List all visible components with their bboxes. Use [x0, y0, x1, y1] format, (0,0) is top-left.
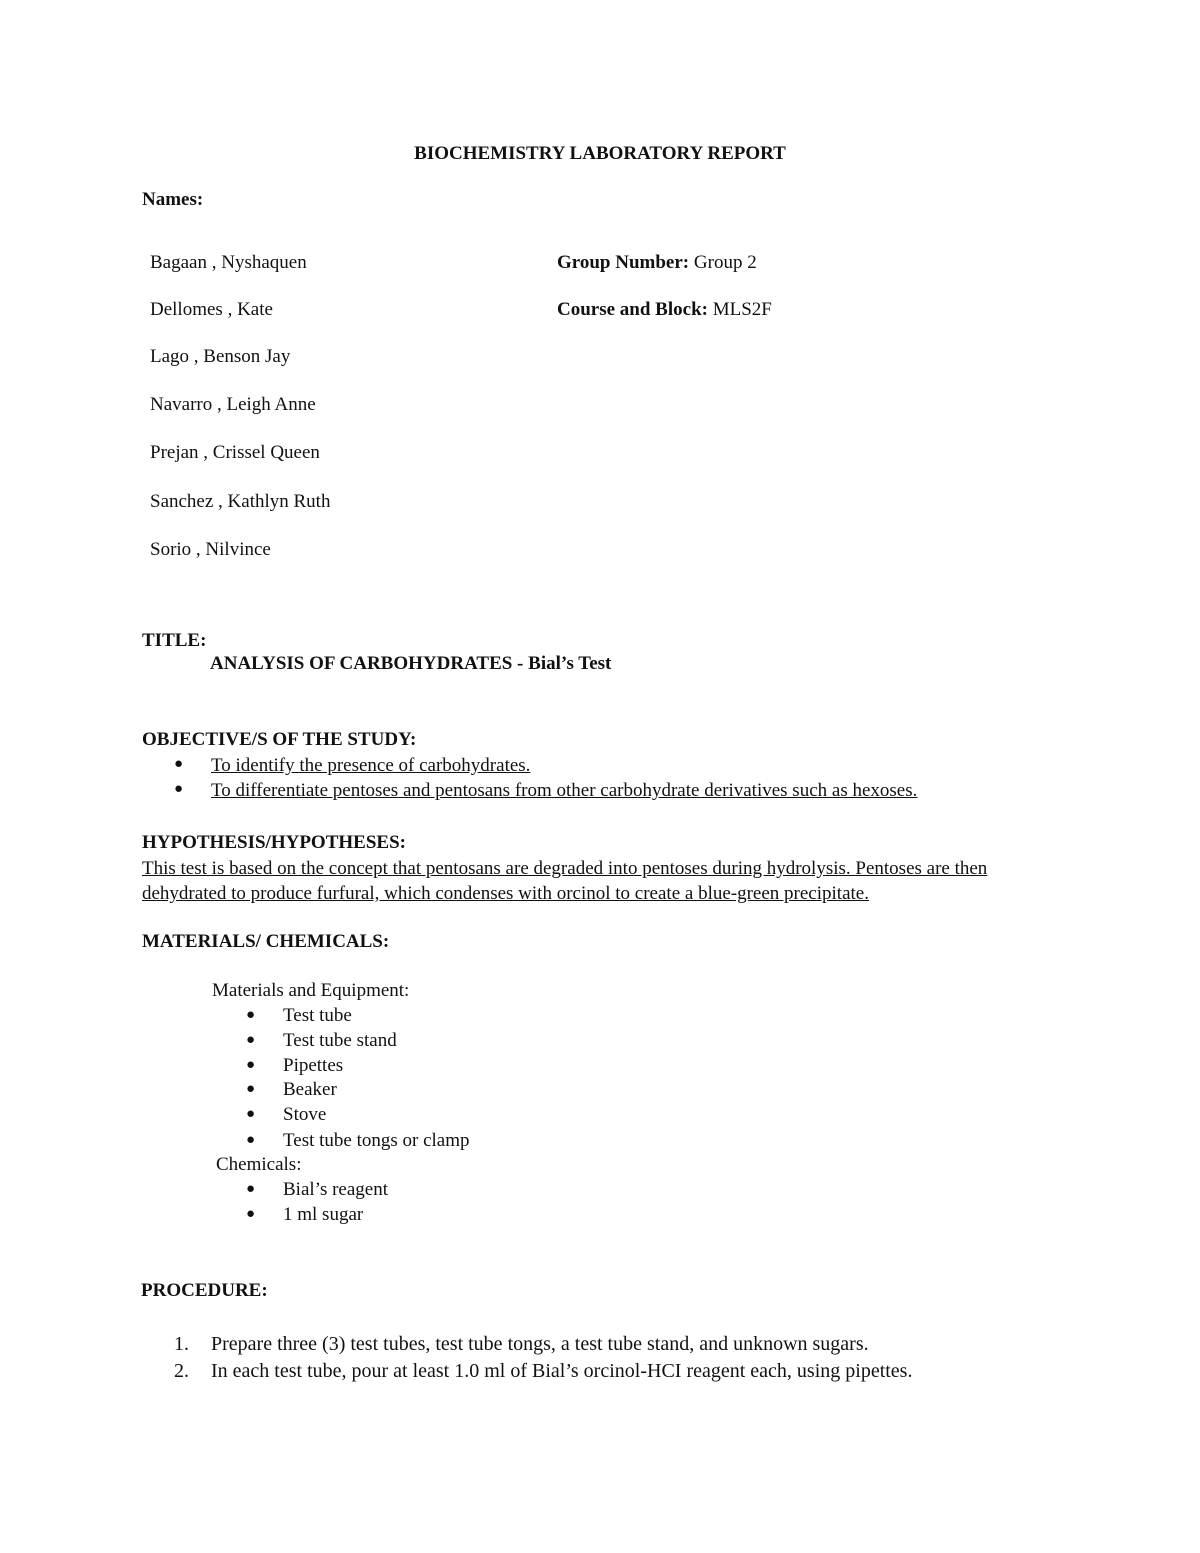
- hypothesis-text: This test is based on the concept that pentosans are degraded into pentoses during hydrolysis. Pentoses are then dehydrated to produce furfural, which condenses with orcinol to create a blue-green precipitate.: [142, 858, 988, 904]
- hypothesis-label: HYPOTHESIS/HYPOTHESES:: [142, 832, 406, 853]
- procedure-label: PROCEDURE:: [141, 1280, 268, 1301]
- name-item: Navarro , Leigh Anne: [150, 394, 316, 415]
- name-item: Prejan , Crissel Queen: [150, 442, 320, 463]
- name-item: Lago , Benson Jay: [150, 346, 291, 367]
- materials-label: MATERIALS/ CHEMICALS:: [142, 931, 390, 952]
- procedure-step: Prepare three (3) test tubes, test tube tongs, a test tube stand, and unknown sugars.: [211, 1333, 869, 1355]
- bullet-icon: ●: [246, 1206, 256, 1222]
- bullet-icon: ●: [246, 1081, 256, 1097]
- equipment-item: Pipettes: [283, 1055, 344, 1076]
- group-number: [557, 252, 757, 274]
- name-item: Bagaan , Nyshaquen: [150, 252, 307, 273]
- title-label: TITLE:: [142, 630, 207, 651]
- name-item: Dellomes , Kate: [150, 299, 273, 320]
- objective-item: To differentiate pentoses and pentosans from other carbohydrate derivatives such as hexoses.: [211, 780, 918, 801]
- equipment-item: Beaker: [283, 1079, 337, 1100]
- bullet-icon: ●: [174, 781, 184, 797]
- equipment-item: Test tube: [283, 1005, 352, 1026]
- chemical-item: Bial’s reagent: [283, 1179, 388, 1200]
- equipment-item: Test tube tongs or clamp: [283, 1130, 470, 1151]
- course-block-value: MLS2F: [712, 299, 772, 320]
- name-item: Sanchez , Kathlyn Ruth: [150, 491, 331, 512]
- study-title: [210, 653, 611, 675]
- bullet-icon: ●: [174, 756, 184, 772]
- objective-item: To identify the presence of carbohydrates.: [211, 755, 531, 776]
- course-block-label: Course and Block:: [557, 299, 708, 320]
- objectives-label: OBJECTIVE/S OF THE STUDY:: [142, 729, 417, 750]
- course-block: [557, 299, 772, 321]
- bullet-icon: ●: [246, 1132, 256, 1148]
- equipment-item: Stove: [283, 1104, 327, 1125]
- procedure-step-number: 2.: [174, 1360, 189, 1382]
- procedure-step-number: 1.: [174, 1333, 189, 1355]
- equipment-item: Test tube stand: [283, 1030, 397, 1051]
- report-title: BIOCHEMISTRY LABORATORY REPORT: [414, 143, 786, 164]
- procedure-step: In each test tube, pour at least 1.0 ml of Bial’s orcinol-HCI reagent each, using pipettes.: [211, 1360, 913, 1382]
- name-item: Sorio , Nilvince: [150, 539, 271, 560]
- bullet-icon: ●: [246, 1057, 256, 1073]
- group-number-value: Group 2: [693, 252, 757, 273]
- bullet-icon: ●: [246, 1106, 256, 1122]
- equipment-label: Materials and Equipment:: [212, 980, 410, 1001]
- study-title-sub: Bial’s Test: [528, 653, 612, 674]
- names-label: Names:: [142, 189, 204, 210]
- chemicals-label: Chemicals:: [216, 1154, 302, 1175]
- bullet-icon: ●: [246, 1032, 256, 1048]
- study-title-main: ANALYSIS OF CARBOHYDRATES -: [210, 653, 529, 674]
- chemical-item: 1 ml sugar: [283, 1204, 364, 1225]
- group-number-label: Group Number:: [557, 252, 690, 273]
- bullet-icon: ●: [246, 1181, 256, 1197]
- bullet-icon: ●: [246, 1007, 256, 1023]
